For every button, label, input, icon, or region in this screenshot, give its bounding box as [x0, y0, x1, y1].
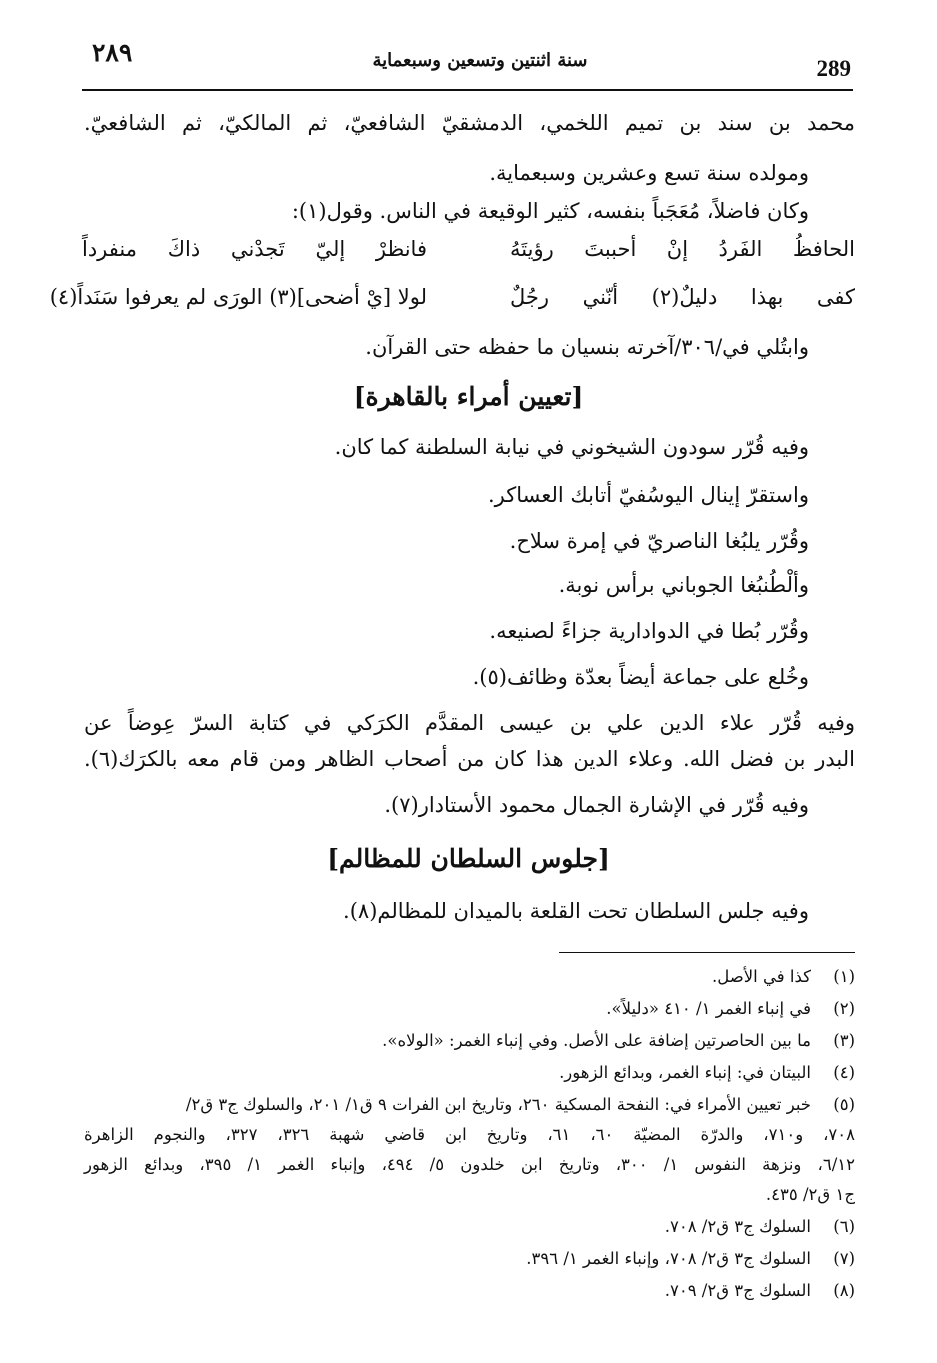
footnote-text: البيتان في: إنباء الغمر، وبدائع الزهور.: [559, 1063, 811, 1082]
body-line: وفيه جلس السلطان تحت القلعة بالميدان للمظالم(٨).: [343, 899, 809, 923]
body-line: وفيه قُرّر سودون الشيخوني في نيابة السلطنة كما كان.: [334, 435, 809, 459]
footnote-rule: [559, 952, 855, 953]
footnote-text: السلوك ج٣ ق٢/ ٧٠٨.: [664, 1217, 811, 1236]
footnote-text: في إنباء الغمر ١/ ٤١٠ «دليلاً».: [606, 999, 811, 1018]
verse-hemistich: لولا [يْ أضحى](٣) الورَى لم يعرفوا سَنَداً(٤): [49, 285, 427, 309]
body-line: وابتُلي في/٣٠٦/آخرته بنسيان ما حفظه حتى القرآن.: [365, 335, 809, 359]
page-number-arabic: ٢٨٩: [92, 38, 133, 67]
body-line: وخُلع على جماعة أيضاً بعدّة وظائف(٥).: [472, 665, 809, 689]
footnote-continuation: ج١ ق٢/ ٤٣٥.: [765, 1185, 855, 1204]
body-line: وفيه قُرّر علاء الدين علي بن عيسى المقدَّم الكرَكي في كتابة السرّ عِوضاً عن: [84, 711, 855, 735]
footnote-continuation: ٧٠٨، و٧١٠، والدرّة المضيّة ٦٠، ٦١، وتاريخ ابن قاضي شهبة ٣٢٦، ٣٢٧، والنجوم الزاهرة: [84, 1125, 856, 1144]
footnote-number: (٤): [833, 1063, 855, 1082]
body-line: وقُرّر بُطا في الدوادارية جزاءً لصنيعه.: [489, 619, 809, 643]
body-line: البدر بن فضل الله. وعلاء الدين هذا كان من أصحاب الظاهر ومن قام معه بالكرَك(٦).: [84, 747, 855, 771]
footnote-number: (٣): [833, 1031, 855, 1050]
footnote-text: السلوك ج٣ ق٢/ ٧٠٩.: [664, 1281, 811, 1300]
page-number-latin: 289: [816, 56, 851, 81]
running-title: سنة اثنتين وتسعين وسبعماية: [372, 50, 588, 71]
footnote-text: كذا في الأصل.: [712, 967, 811, 986]
verse-hemistich: فانظرْ إليّ تَجدْني ذاكَ منفرداً: [82, 237, 427, 261]
footnote-continuation: ٦/١٢، ونزهة النفوس ١/ ٣٠٠، وتاريخ ابن خلدون ٥/ ٤٩٤، وإنباء الغمر ١/ ٣٩٥، وبدائع الزهور: [84, 1155, 856, 1174]
section-heading: [تعيين أمراء بالقاهرة]: [353, 382, 584, 411]
footnote-number: (٢): [833, 999, 855, 1018]
verse-hemistich: كفى بهذا دليلٌ(٢) أنّني رجُلٌ: [510, 285, 856, 309]
footnote-text: ما بين الحاصرتين إضافة على الأصل. وفي إنباء الغمر: «الولاه».: [382, 1031, 811, 1050]
footnote-number: (١): [833, 967, 855, 986]
body-line: وكان فاضلاً، مُعَجَباً بنفسه، كثير الوقيعة في الناس. وقول(١):: [291, 199, 809, 223]
body-line: وقُرّر يلبُغا الناصريّ في إمرة سلاح.: [509, 529, 809, 553]
body-line: واستقرّ إينال اليوسُفيّ أتابك العساكر.: [487, 483, 809, 507]
footnote-number: (٨): [833, 1281, 855, 1300]
section-heading: [جلوس السلطان للمظالم]: [327, 844, 610, 873]
footnote-number: (٥): [833, 1095, 855, 1114]
verse-hemistich: الحافظُ الفَردُ إنْ أحببتَ رؤيتَهُ: [510, 237, 855, 261]
body-line: محمد بن سند بن تميم اللخمي، الدمشقيّ الشافعيّ، ثم المالكيّ، ثم الشافعيّ.: [84, 111, 855, 135]
footnote-text: خبر تعيين الأمراء في: النفحة المسكية ٢٦٠، وتاريخ ابن الفرات ٩ ق١/ ٢٠١، والسلوك ج٣ ق٢/: [185, 1095, 811, 1114]
body-line: ومولده سنة تسع وعشرين وسبعماية.: [489, 161, 809, 185]
body-line: وفيه قُرّر في الإشارة الجمال محمود الأستادار(٧).: [384, 793, 809, 817]
footnote-text: السلوك ج٣ ق٢/ ٧٠٨، وإنباء الغمر ١/ ٣٩٦.: [526, 1249, 811, 1268]
footnote-number: (٦): [833, 1217, 855, 1236]
footnote-number: (٧): [833, 1249, 855, 1268]
body-line: وألْطُنبُغا الجوباني برأس نوبة.: [558, 573, 809, 597]
header-rule: [82, 89, 853, 91]
